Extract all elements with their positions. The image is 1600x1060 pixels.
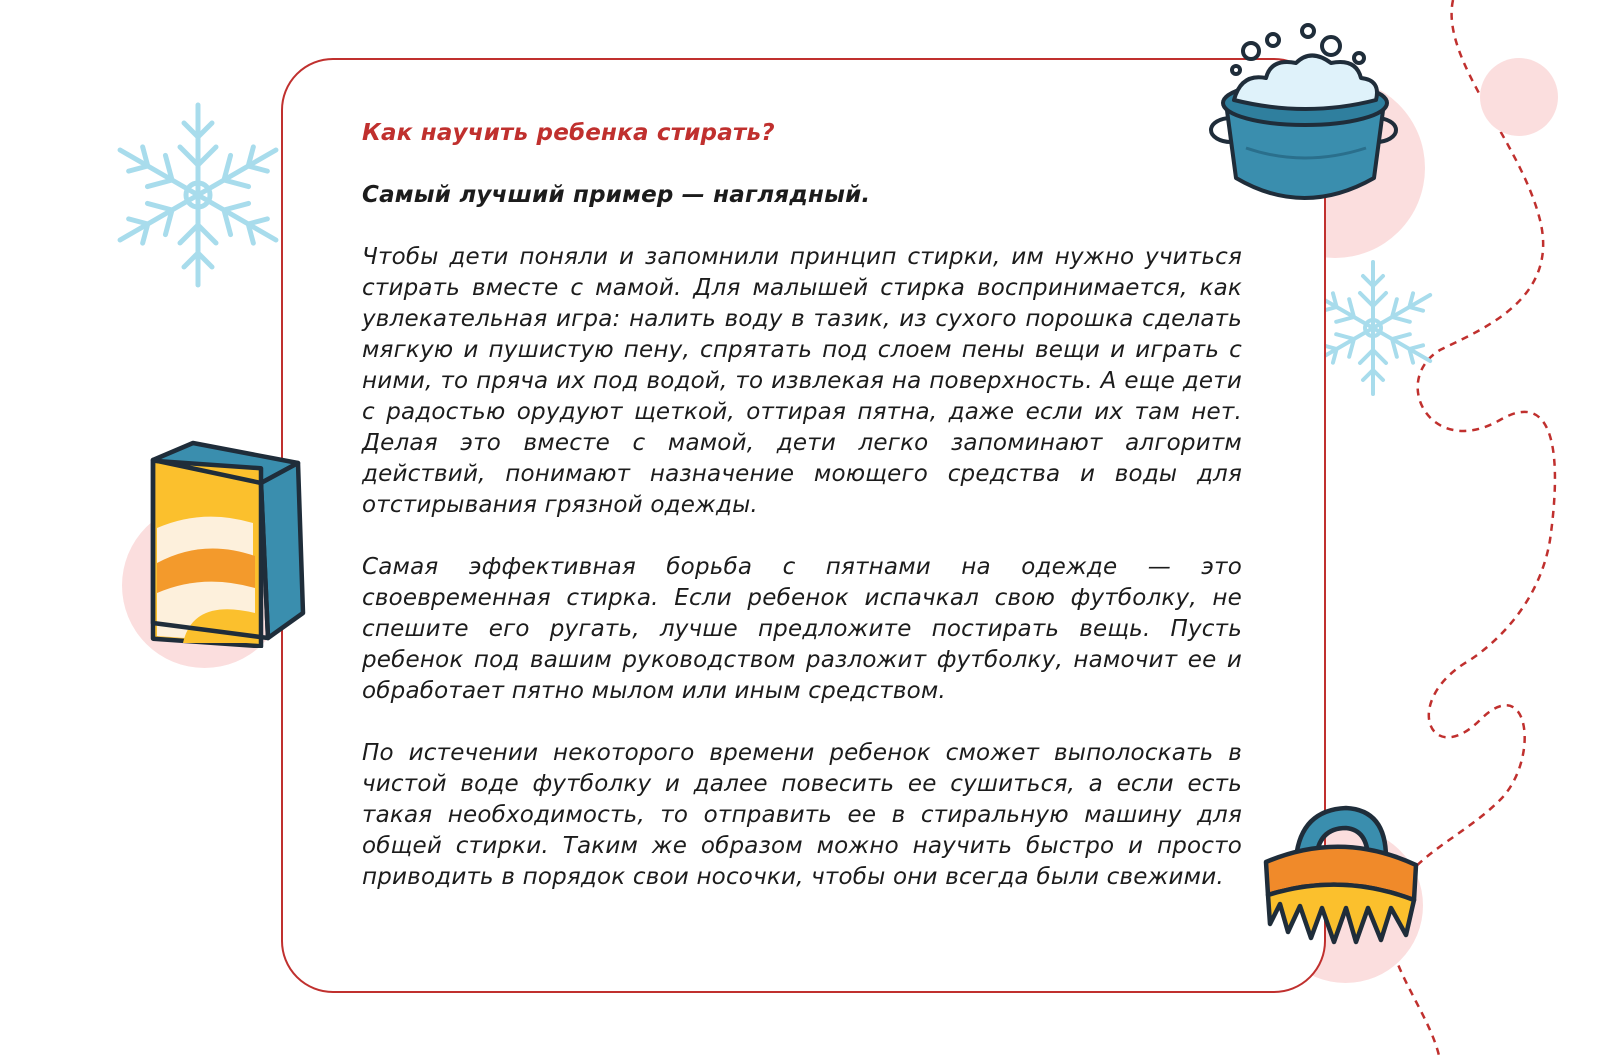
pink-circle-top-right xyxy=(1480,58,1558,136)
article-paragraph-1: Чтобы дети поняли и запомнили принцип стирки, им нужно учиться стирать вместе с мамой. Для малышей стирка воспринимается, как увлекательная игра: налить воду в тазик, из сухого порошка сделать мягкую и пушистую пену, спрятать под слоем пены вещи и играть с ними, то пряча их под водой, то извлекая на поверхность. А еще дети с радостью орудуют щеткой, оттирая пятна, даже если их там нет. Делая это вместе с мамой, дети легко запоминают алгоритм действий, понимают назначение моющего средства и воды для отстирывания грязной одежды. xyxy=(362,244,1242,518)
article-subtitle: Самый лучший пример — наглядный. xyxy=(362,182,871,208)
detergent-box-icon xyxy=(143,438,313,648)
snowflake-icon xyxy=(88,95,308,295)
article-paragraph-2: Самая эффективная борьба с пятнами на одежде — это своевременная стирка. Если ребенок испачкал свою футболку, не спешите его ругать, лучше предложите постирать вещь. Пусть ребенок под вашим руководством разложит футболку, намочит ее и обработает пятно мылом или иным средством. xyxy=(362,554,1242,704)
article-title: Как научить ребенка стирать? xyxy=(362,120,775,146)
brush-icon xyxy=(1256,800,1431,950)
article-paragraph-3: По истечении некоторого времени ребенок сможет выполоскать в чистой воде футболку и далее повесить ее сушиться, а если есть такая необходимость, то отправить ее в стиральную машину для общей стирки. Таким же образом можно научить быстро и просто приводить в порядок свои носочки, чтобы они всегда были свежими. xyxy=(362,740,1242,890)
article xyxy=(362,118,1242,924)
